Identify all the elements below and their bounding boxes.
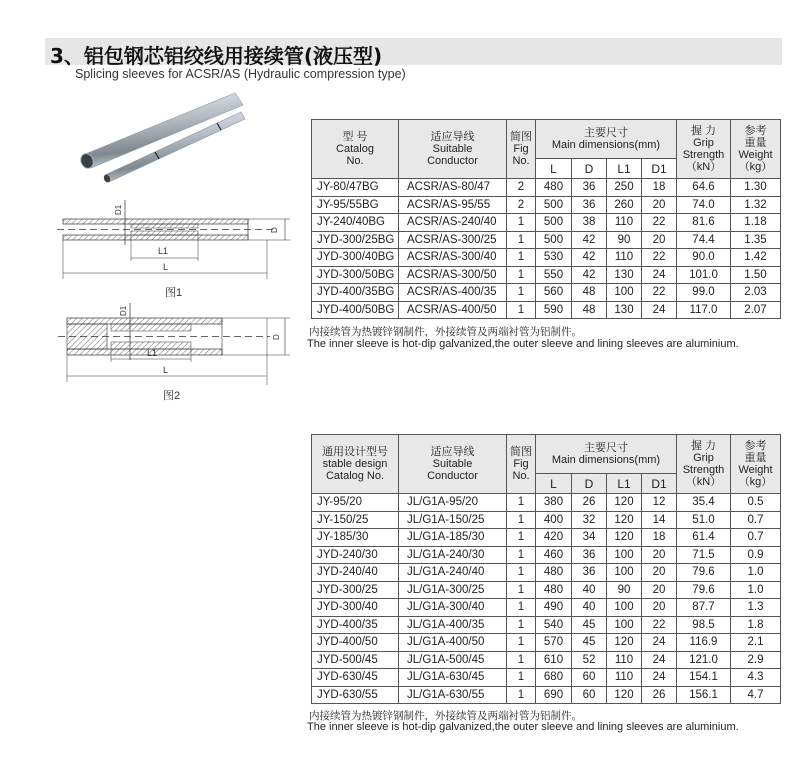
table-row (312, 231, 781, 249)
cell-weight: 1.32 (731, 196, 781, 214)
cell-L1: 250 (607, 179, 642, 197)
cell-conductor: JL/G1A-95/20 (399, 494, 507, 512)
cell-D: 42 (572, 249, 607, 267)
cell-D: 45 (572, 634, 607, 652)
figure-2-drawing (55, 300, 295, 390)
figure-1-drawing (55, 195, 295, 285)
header-L: L (536, 474, 572, 494)
cell-grip-strength: 87.7 (677, 599, 731, 617)
cell-catalog-no: JY-80/47BG (312, 179, 399, 197)
cell-L1: 110 (607, 214, 642, 232)
header-main-dimensions: 主要尺寸 Main dimensions(mm) (536, 120, 677, 159)
cell-D1: 12 (642, 494, 677, 512)
spec-table-2 (311, 434, 781, 704)
cell-conductor: JL/G1A-240/40 (399, 564, 507, 582)
cell-conductor: JL/G1A-400/50 (399, 634, 507, 652)
table-row (312, 581, 781, 599)
cell-conductor: JL/G1A-300/40 (399, 599, 507, 617)
cell-grip-strength: 81.6 (677, 214, 731, 232)
cell-D1: 20 (642, 581, 677, 599)
dim-d-label: D (270, 227, 279, 233)
cell-L1: 130 (607, 301, 642, 319)
cell-catalog-no: JY-185/30 (312, 529, 399, 547)
cell-catalog-no: JYD-630/55 (312, 686, 399, 704)
cell-grip-strength: 98.5 (677, 616, 731, 634)
cell-D1: 24 (642, 301, 677, 319)
cell-D: 42 (572, 231, 607, 249)
cell-grip-strength: 101.0 (677, 266, 731, 284)
cell-L: 460 (536, 546, 572, 564)
cell-L: 680 (536, 669, 572, 687)
header-catalog: 通用设计型号 stable design Catalog No. (312, 435, 399, 494)
cell-catalog-no: JY-95/20 (312, 494, 399, 512)
cell-fig-no: 1 (507, 266, 536, 284)
header-L: L (536, 159, 572, 179)
cell-D1: 20 (642, 599, 677, 617)
cell-L1: 100 (607, 599, 642, 617)
cell-D: 52 (572, 651, 607, 669)
cell-L1: 100 (607, 616, 642, 634)
figure-1-label: 图1 (165, 287, 183, 299)
cell-grip-strength: 79.6 (677, 564, 731, 582)
cell-weight: 1.18 (731, 214, 781, 232)
table-row (312, 669, 781, 687)
cell-L1: 120 (607, 686, 642, 704)
cell-weight: 1.0 (731, 564, 781, 582)
header-D: D (572, 159, 607, 179)
cell-grip-strength: 51.0 (677, 511, 731, 529)
cell-D: 42 (572, 266, 607, 284)
cell-L: 530 (536, 249, 572, 267)
cell-L1: 90 (607, 581, 642, 599)
cell-D1: 18 (642, 179, 677, 197)
cell-L1: 100 (607, 546, 642, 564)
cell-catalog-no: JYD-400/35BG (312, 284, 399, 302)
cell-grip-strength: 71.5 (677, 546, 731, 564)
cell-weight: 2.9 (731, 651, 781, 669)
dim-l-label: L (163, 262, 169, 272)
cell-D: 60 (572, 669, 607, 687)
table-1-note-cn: 内接续管为热镀锌钢制件，外接续管及两端衬管为铝制件。 (309, 326, 582, 338)
cell-catalog-no: JY-95/55BG (312, 196, 399, 214)
cell-conductor: ACSR/AS-300/40 (399, 249, 507, 267)
cell-D1: 24 (642, 669, 677, 687)
cell-L: 550 (536, 266, 572, 284)
section-title: 3、铝包钢芯铝绞线用接续管(液压型) (50, 44, 383, 68)
cell-L1: 100 (607, 564, 642, 582)
cell-conductor: ACSR/AS-95/55 (399, 196, 507, 214)
cell-conductor: ACSR/AS-300/25 (399, 231, 507, 249)
header-weight: 参考 重量 Weight （kg） (731, 435, 781, 494)
cell-L1: 120 (607, 511, 642, 529)
header-D1: D1 (642, 474, 677, 494)
cell-D1: 22 (642, 214, 677, 232)
cell-conductor: ACSR/AS-300/50 (399, 266, 507, 284)
cell-D1: 26 (642, 686, 677, 704)
cell-L1: 100 (607, 284, 642, 302)
header-main-dimensions: 主要尺寸 Main dimensions(mm) (536, 435, 677, 474)
cell-weight: 1.0 (731, 581, 781, 599)
table-1-note-en: The inner sleeve is hot-dip galvanized,the outer sleeve and lining sleeves are aluminium. (307, 338, 739, 350)
cell-L1: 110 (607, 651, 642, 669)
dim-l1-label: L1 (158, 246, 169, 256)
cell-catalog-no: JY-240/40BG (312, 214, 399, 232)
cell-L1: 260 (607, 196, 642, 214)
cell-conductor: JL/G1A-630/55 (399, 686, 507, 704)
table-row (312, 564, 781, 582)
cell-grip-strength: 121.0 (677, 651, 731, 669)
table-row (312, 546, 781, 564)
cell-catalog-no: JYD-300/50BG (312, 266, 399, 284)
table-row (312, 529, 781, 547)
cell-fig-no: 2 (507, 196, 536, 214)
cell-weight: 1.35 (731, 231, 781, 249)
cell-weight: 4.7 (731, 686, 781, 704)
table-row (312, 686, 781, 704)
cell-catalog-no: JYD-240/30 (312, 546, 399, 564)
header-grip-strength: 握 力 Grip Strength （kN） (677, 435, 731, 494)
cell-L: 480 (536, 564, 572, 582)
cell-conductor: JL/G1A-500/45 (399, 651, 507, 669)
cell-D1: 14 (642, 511, 677, 529)
cell-L1: 120 (607, 529, 642, 547)
cell-catalog-no: JYD-400/35 (312, 616, 399, 634)
cell-catalog-no: JYD-300/40BG (312, 249, 399, 267)
cell-fig-no: 2 (507, 179, 536, 197)
cell-D1: 22 (642, 284, 677, 302)
cell-weight: 0.9 (731, 546, 781, 564)
cell-L: 690 (536, 686, 572, 704)
cell-weight: 1.42 (731, 249, 781, 267)
cell-catalog-no: JYD-300/25 (312, 581, 399, 599)
dim-l-label: L (163, 365, 169, 375)
cell-conductor: ACSR/AS-240/40 (399, 214, 507, 232)
cell-L: 380 (536, 494, 572, 512)
header-L1: L1 (607, 159, 642, 179)
cell-fig-no: 1 (507, 686, 536, 704)
cell-D: 40 (572, 599, 607, 617)
cell-conductor: JL/G1A-400/35 (399, 616, 507, 634)
cell-L1: 120 (607, 494, 642, 512)
cell-L1: 110 (607, 669, 642, 687)
cell-L: 500 (536, 214, 572, 232)
cell-fig-no: 1 (507, 301, 536, 319)
cell-L: 500 (536, 196, 572, 214)
table-row (312, 651, 781, 669)
cell-L: 490 (536, 599, 572, 617)
table-2-note-en: The inner sleeve is hot-dip galvanized,the outer sleeve and lining sleeves are aluminium. (307, 721, 739, 733)
cell-D1: 20 (642, 564, 677, 582)
cell-weight: 1.8 (731, 616, 781, 634)
cell-D1: 20 (642, 196, 677, 214)
header-D1: D1 (642, 159, 677, 179)
cell-catalog-no: JYD-240/40 (312, 564, 399, 582)
cell-grip-strength: 61.4 (677, 529, 731, 547)
cell-weight: 1.50 (731, 266, 781, 284)
cell-grip-strength: 74.4 (677, 231, 731, 249)
cell-D: 38 (572, 214, 607, 232)
cell-fig-no: 1 (507, 214, 536, 232)
table-row (312, 196, 781, 214)
cell-weight: 2.1 (731, 634, 781, 652)
table-row (312, 634, 781, 652)
table-row (312, 511, 781, 529)
cell-D: 40 (572, 581, 607, 599)
header-conductor: 适应导线 Suitable Conductor (399, 120, 507, 179)
section-subtitle: Splicing sleeves for ACSR/AS (Hydraulic compression type) (75, 67, 406, 81)
cell-D: 34 (572, 529, 607, 547)
cell-weight: 4.3 (731, 669, 781, 687)
cell-D1: 24 (642, 651, 677, 669)
spec-table-1 (311, 119, 781, 319)
cell-grip-strength: 117.0 (677, 301, 731, 319)
cell-L: 570 (536, 634, 572, 652)
cell-D: 36 (572, 564, 607, 582)
cell-L: 540 (536, 616, 572, 634)
dim-d1-label: D1 (114, 204, 123, 215)
cell-weight: 2.07 (731, 301, 781, 319)
cell-D: 32 (572, 511, 607, 529)
cell-conductor: JL/G1A-185/30 (399, 529, 507, 547)
cell-fig-no: 1 (507, 564, 536, 582)
header-L1: L1 (607, 474, 642, 494)
header-D: D (572, 474, 607, 494)
cell-L1: 110 (607, 249, 642, 267)
cell-catalog-no: JYD-400/50BG (312, 301, 399, 319)
table-row (312, 616, 781, 634)
cell-catalog-no: JY-150/25 (312, 511, 399, 529)
cell-catalog-no: JYD-300/25BG (312, 231, 399, 249)
cell-L: 610 (536, 651, 572, 669)
cell-D1: 20 (642, 231, 677, 249)
dim-d-label: D (272, 334, 281, 340)
dim-l1-label: L1 (147, 348, 158, 358)
figure-2-label: 图2 (163, 390, 181, 402)
cell-D1: 22 (642, 616, 677, 634)
cell-grip-strength: 156.1 (677, 686, 731, 704)
cell-grip-strength: 74.0 (677, 196, 731, 214)
cell-fig-no: 1 (507, 634, 536, 652)
cell-grip-strength: 64.6 (677, 179, 731, 197)
cell-catalog-no: JYD-300/40 (312, 599, 399, 617)
header-fig: 简图 Fig No. (507, 120, 536, 179)
cell-fig-no: 1 (507, 231, 536, 249)
cell-fig-no: 1 (507, 651, 536, 669)
table-row (312, 266, 781, 284)
cell-L1: 90 (607, 231, 642, 249)
cell-weight: 0.7 (731, 511, 781, 529)
header-grip-strength: 握 力 Grip Strength （kN） (677, 120, 731, 179)
cell-fig-no: 1 (507, 669, 536, 687)
cell-fig-no: 1 (507, 511, 536, 529)
header-conductor: 适应导线 Suitable Conductor (399, 435, 507, 494)
cell-grip-strength: 116.9 (677, 634, 731, 652)
cell-conductor: JL/G1A-300/25 (399, 581, 507, 599)
cell-grip-strength: 35.4 (677, 494, 731, 512)
cell-D: 48 (572, 284, 607, 302)
table-2-note-cn: 内接续管为热镀锌钢制件，外接续管及两端衬管为铝制件。 (309, 710, 582, 722)
header-weight: 参考 重量 Weight （kg） (731, 120, 781, 179)
table-row (312, 214, 781, 232)
cell-D1: 22 (642, 249, 677, 267)
cell-catalog-no: JYD-400/50 (312, 634, 399, 652)
cell-fig-no: 1 (507, 546, 536, 564)
cell-L: 480 (536, 581, 572, 599)
cell-D: 26 (572, 494, 607, 512)
cell-D1: 18 (642, 529, 677, 547)
cell-D1: 24 (642, 266, 677, 284)
cell-grip-strength: 79.6 (677, 581, 731, 599)
table-row (312, 179, 781, 197)
cell-catalog-no: JYD-630/45 (312, 669, 399, 687)
cell-fig-no: 1 (507, 616, 536, 634)
cell-D1: 24 (642, 634, 677, 652)
product-photo (75, 90, 265, 190)
cell-fig-no: 1 (507, 599, 536, 617)
cell-L1: 120 (607, 634, 642, 652)
cell-D: 36 (572, 179, 607, 197)
cell-L: 500 (536, 231, 572, 249)
cell-fig-no: 1 (507, 581, 536, 599)
cell-D: 36 (572, 196, 607, 214)
table-row (312, 599, 781, 617)
table-row (312, 249, 781, 267)
cell-grip-strength: 90.0 (677, 249, 731, 267)
table-row (312, 284, 781, 302)
cell-conductor: JL/G1A-630/45 (399, 669, 507, 687)
table-row (312, 494, 781, 512)
cell-D: 45 (572, 616, 607, 634)
cell-weight: 0.5 (731, 494, 781, 512)
cell-grip-strength: 154.1 (677, 669, 731, 687)
header-catalog: 型 号 Catalog No. (312, 120, 399, 179)
cell-conductor: ACSR/AS-80/47 (399, 179, 507, 197)
cell-L: 420 (536, 529, 572, 547)
cell-fig-no: 1 (507, 529, 536, 547)
cell-conductor: JL/G1A-240/30 (399, 546, 507, 564)
cell-weight: 1.30 (731, 179, 781, 197)
cell-weight: 0.7 (731, 529, 781, 547)
cell-D1: 20 (642, 546, 677, 564)
cell-L: 480 (536, 179, 572, 197)
cell-D: 48 (572, 301, 607, 319)
cell-L: 560 (536, 284, 572, 302)
cell-D: 60 (572, 686, 607, 704)
cell-L: 590 (536, 301, 572, 319)
cell-D: 36 (572, 546, 607, 564)
header-fig: 简图 Fig No. (507, 435, 536, 494)
table-row (312, 301, 781, 319)
dim-d1-label: D1 (119, 305, 128, 316)
cell-fig-no: 1 (507, 494, 536, 512)
cell-grip-strength: 99.0 (677, 284, 731, 302)
cell-weight: 1.3 (731, 599, 781, 617)
cell-conductor: ACSR/AS-400/35 (399, 284, 507, 302)
cell-catalog-no: JYD-500/45 (312, 651, 399, 669)
cell-fig-no: 1 (507, 249, 536, 267)
cell-L: 400 (536, 511, 572, 529)
cell-fig-no: 1 (507, 284, 536, 302)
cell-conductor: JL/G1A-150/25 (399, 511, 507, 529)
cell-weight: 2.03 (731, 284, 781, 302)
cell-L1: 130 (607, 266, 642, 284)
cell-conductor: ACSR/AS-400/50 (399, 301, 507, 319)
